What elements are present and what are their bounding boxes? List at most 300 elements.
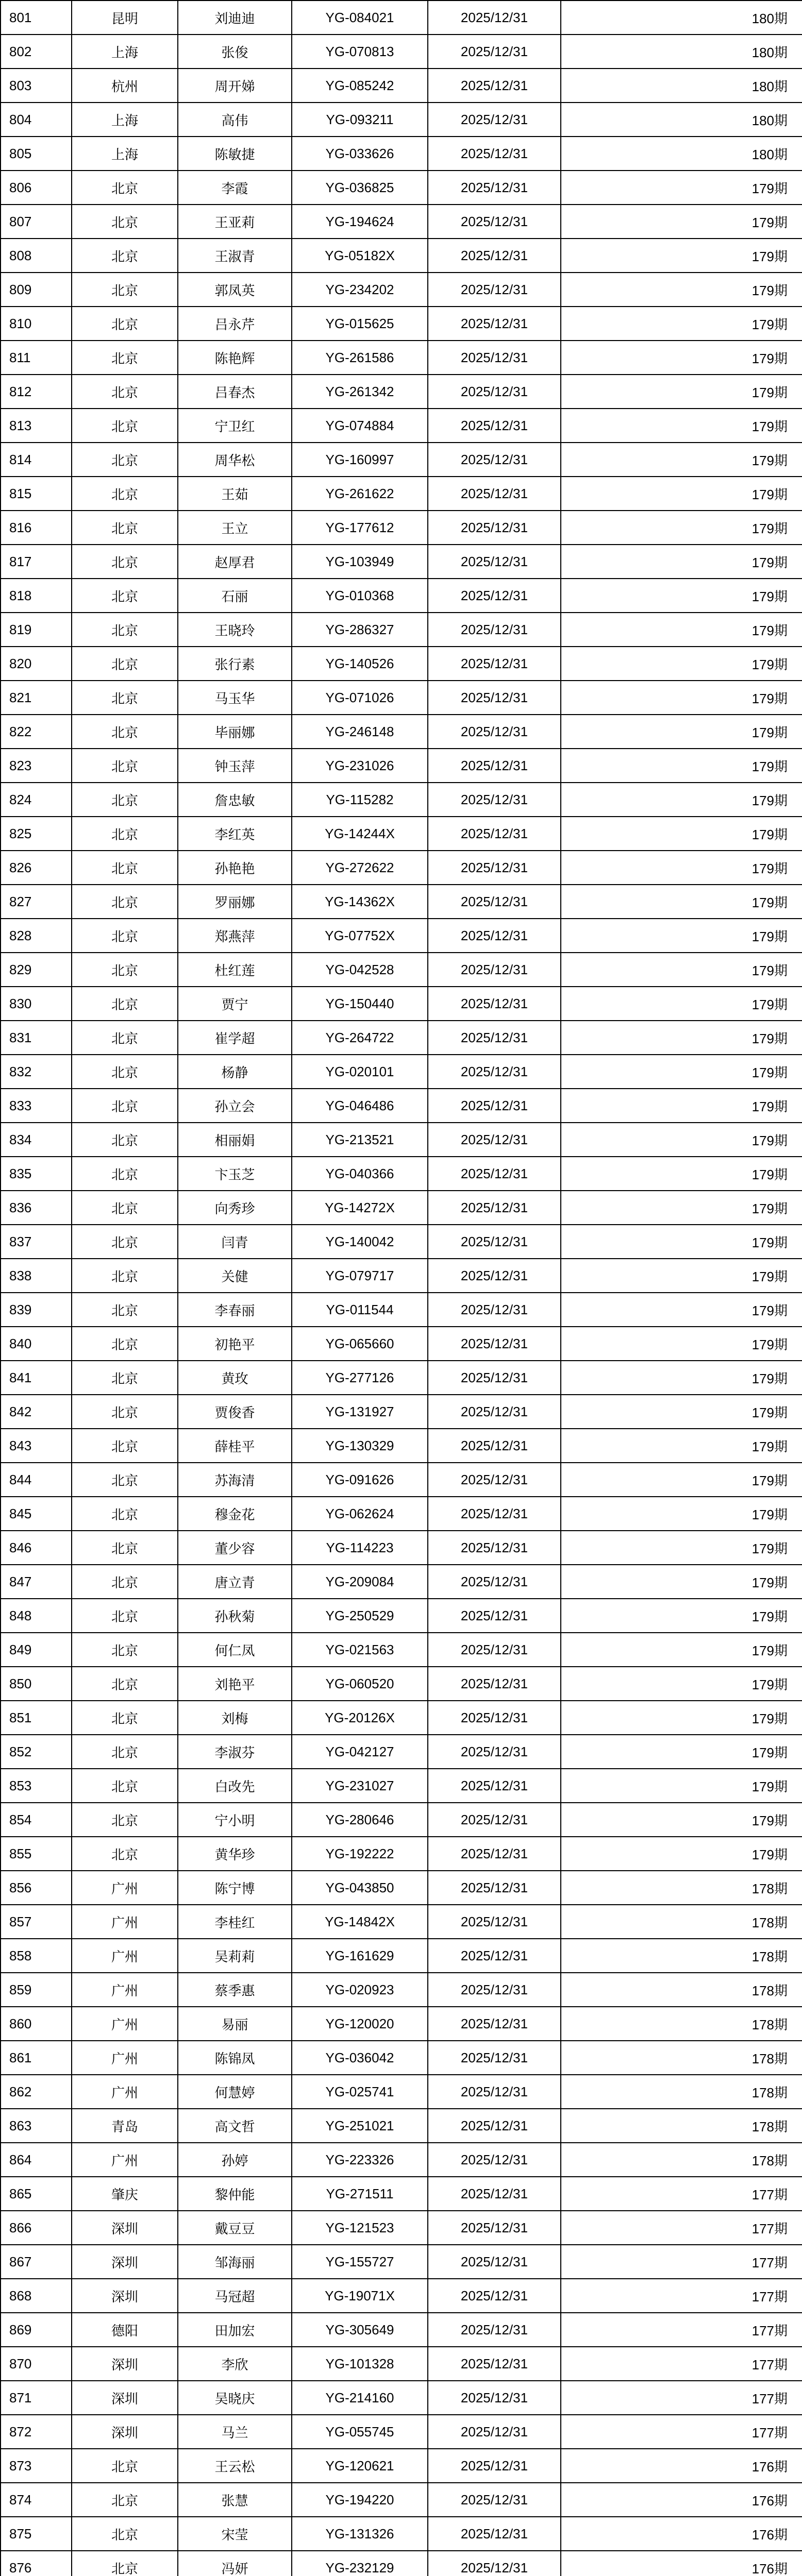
cell-city[interactable]: 广州: [72, 2007, 178, 2041]
cell-city[interactable]: 肇庆: [72, 2177, 178, 2211]
cell-valid-date[interactable]: 2025/12/31: [428, 2007, 561, 2041]
cell-certificate-id[interactable]: YG-070813: [292, 35, 428, 69]
cell-valid-date[interactable]: 2025/12/31: [428, 1157, 561, 1191]
cell-period[interactable]: 179期: [561, 1633, 802, 1667]
cell-serial-number[interactable]: 864: [1, 2143, 72, 2177]
cell-valid-date[interactable]: 2025/12/31: [428, 1, 561, 35]
cell-serial-number[interactable]: 834: [1, 1123, 72, 1157]
cell-serial-number[interactable]: 862: [1, 2075, 72, 2109]
cell-name[interactable]: 唐立青: [178, 1565, 292, 1599]
cell-valid-date[interactable]: 2025/12/31: [428, 69, 561, 103]
cell-city[interactable]: 上海: [72, 35, 178, 69]
cell-valid-date[interactable]: 2025/12/31: [428, 1531, 561, 1565]
cell-certificate-id[interactable]: YG-261586: [292, 341, 428, 375]
cell-period[interactable]: 179期: [561, 1803, 802, 1837]
cell-serial-number[interactable]: 844: [1, 1463, 72, 1497]
cell-city[interactable]: 北京: [72, 375, 178, 409]
cell-valid-date[interactable]: 2025/12/31: [428, 2381, 561, 2415]
cell-serial-number[interactable]: 807: [1, 205, 72, 239]
cell-certificate-id[interactable]: YG-272622: [292, 851, 428, 885]
cell-certificate-id[interactable]: YG-20126X: [292, 1701, 428, 1735]
cell-period[interactable]: 179期: [561, 919, 802, 953]
cell-certificate-id[interactable]: YG-121523: [292, 2211, 428, 2245]
cell-name[interactable]: 王云松: [178, 2449, 292, 2483]
cell-period[interactable]: 180期: [561, 69, 802, 103]
cell-serial-number[interactable]: 846: [1, 1531, 72, 1565]
cell-certificate-id[interactable]: YG-194624: [292, 205, 428, 239]
cell-valid-date[interactable]: 2025/12/31: [428, 477, 561, 511]
cell-name[interactable]: 苏海清: [178, 1463, 292, 1497]
cell-city[interactable]: 北京: [72, 1599, 178, 1633]
cell-certificate-id[interactable]: YG-103949: [292, 545, 428, 579]
cell-name[interactable]: 罗丽娜: [178, 885, 292, 919]
cell-period[interactable]: 179期: [561, 1293, 802, 1327]
cell-period[interactable]: 176期: [561, 2483, 802, 2517]
cell-period[interactable]: 178期: [561, 2143, 802, 2177]
cell-serial-number[interactable]: 810: [1, 307, 72, 341]
cell-period[interactable]: 178期: [561, 2041, 802, 2075]
cell-city[interactable]: 北京: [72, 1769, 178, 1803]
cell-certificate-id[interactable]: YG-277126: [292, 1361, 428, 1395]
cell-city[interactable]: 北京: [72, 1735, 178, 1769]
cell-city[interactable]: 北京: [72, 783, 178, 817]
cell-name[interactable]: 吕春杰: [178, 375, 292, 409]
cell-valid-date[interactable]: 2025/12/31: [428, 1055, 561, 1089]
cell-city[interactable]: 深圳: [72, 2245, 178, 2279]
cell-name[interactable]: 闫青: [178, 1225, 292, 1259]
cell-period[interactable]: 179期: [561, 749, 802, 783]
cell-valid-date[interactable]: 2025/12/31: [428, 2415, 561, 2449]
cell-period[interactable]: 178期: [561, 1871, 802, 1905]
cell-period[interactable]: 179期: [561, 307, 802, 341]
cell-name[interactable]: 陈艳辉: [178, 341, 292, 375]
cell-city[interactable]: 北京: [72, 409, 178, 443]
cell-serial-number[interactable]: 857: [1, 1905, 72, 1939]
cell-valid-date[interactable]: 2025/12/31: [428, 1429, 561, 1463]
cell-valid-date[interactable]: 2025/12/31: [428, 817, 561, 851]
cell-period[interactable]: 176期: [561, 2517, 802, 2551]
cell-period[interactable]: 179期: [561, 783, 802, 817]
cell-certificate-id[interactable]: YG-020923: [292, 1973, 428, 2007]
cell-serial-number[interactable]: 873: [1, 2449, 72, 2483]
cell-name[interactable]: 邹海丽: [178, 2245, 292, 2279]
cell-city[interactable]: 北京: [72, 1429, 178, 1463]
cell-valid-date[interactable]: 2025/12/31: [428, 783, 561, 817]
cell-valid-date[interactable]: 2025/12/31: [428, 2075, 561, 2109]
cell-serial-number[interactable]: 866: [1, 2211, 72, 2245]
cell-valid-date[interactable]: 2025/12/31: [428, 2109, 561, 2143]
cell-period[interactable]: 179期: [561, 1225, 802, 1259]
cell-city[interactable]: 北京: [72, 511, 178, 545]
cell-period[interactable]: 177期: [561, 2279, 802, 2313]
cell-city[interactable]: 北京: [72, 1803, 178, 1837]
cell-serial-number[interactable]: 874: [1, 2483, 72, 2517]
cell-certificate-id[interactable]: YG-010368: [292, 579, 428, 613]
cell-name[interactable]: 高伟: [178, 103, 292, 137]
cell-valid-date[interactable]: 2025/12/31: [428, 1395, 561, 1429]
cell-certificate-id[interactable]: YG-234202: [292, 273, 428, 307]
cell-period[interactable]: 180期: [561, 1, 802, 35]
cell-city[interactable]: 北京: [72, 1701, 178, 1735]
cell-valid-date[interactable]: 2025/12/31: [428, 579, 561, 613]
cell-period[interactable]: 179期: [561, 1497, 802, 1531]
cell-name[interactable]: 宁小明: [178, 1803, 292, 1837]
cell-valid-date[interactable]: 2025/12/31: [428, 1769, 561, 1803]
cell-city[interactable]: 北京: [72, 987, 178, 1021]
cell-name[interactable]: 石丽: [178, 579, 292, 613]
cell-city[interactable]: 北京: [72, 171, 178, 205]
cell-valid-date[interactable]: 2025/12/31: [428, 2143, 561, 2177]
cell-serial-number[interactable]: 872: [1, 2415, 72, 2449]
cell-name[interactable]: 郭凤英: [178, 273, 292, 307]
cell-city[interactable]: 北京: [72, 1667, 178, 1701]
cell-serial-number[interactable]: 858: [1, 1939, 72, 1973]
cell-serial-number[interactable]: 804: [1, 103, 72, 137]
cell-name[interactable]: 关健: [178, 1259, 292, 1293]
cell-valid-date[interactable]: 2025/12/31: [428, 987, 561, 1021]
cell-certificate-id[interactable]: YG-19071X: [292, 2279, 428, 2313]
cell-valid-date[interactable]: 2025/12/31: [428, 1667, 561, 1701]
cell-valid-date[interactable]: 2025/12/31: [428, 1701, 561, 1735]
cell-name[interactable]: 詹忠敏: [178, 783, 292, 817]
cell-city[interactable]: 北京: [72, 953, 178, 987]
cell-city[interactable]: 北京: [72, 341, 178, 375]
cell-name[interactable]: 郑燕萍: [178, 919, 292, 953]
cell-serial-number[interactable]: 863: [1, 2109, 72, 2143]
cell-period[interactable]: 179期: [561, 1395, 802, 1429]
cell-serial-number[interactable]: 876: [1, 2551, 72, 2576]
cell-period[interactable]: 179期: [561, 1191, 802, 1225]
cell-city[interactable]: 北京: [72, 1191, 178, 1225]
cell-valid-date[interactable]: 2025/12/31: [428, 1565, 561, 1599]
cell-name[interactable]: 白改先: [178, 1769, 292, 1803]
cell-period[interactable]: 179期: [561, 443, 802, 477]
cell-city[interactable]: 北京: [72, 273, 178, 307]
cell-period[interactable]: 179期: [561, 545, 802, 579]
cell-period[interactable]: 179期: [561, 1701, 802, 1735]
cell-certificate-id[interactable]: YG-214160: [292, 2381, 428, 2415]
cell-valid-date[interactable]: 2025/12/31: [428, 1123, 561, 1157]
cell-city[interactable]: 北京: [72, 681, 178, 715]
cell-certificate-id[interactable]: YG-036042: [292, 2041, 428, 2075]
cell-certificate-id[interactable]: YG-015625: [292, 307, 428, 341]
cell-certificate-id[interactable]: YG-025741: [292, 2075, 428, 2109]
cell-name[interactable]: 田加宏: [178, 2313, 292, 2347]
cell-city[interactable]: 广州: [72, 2143, 178, 2177]
cell-serial-number[interactable]: 822: [1, 715, 72, 749]
cell-serial-number[interactable]: 847: [1, 1565, 72, 1599]
cell-serial-number[interactable]: 815: [1, 477, 72, 511]
cell-name[interactable]: 何仁凤: [178, 1633, 292, 1667]
cell-period[interactable]: 178期: [561, 2075, 802, 2109]
cell-city[interactable]: 深圳: [72, 2415, 178, 2449]
cell-name[interactable]: 易丽: [178, 2007, 292, 2041]
cell-period[interactable]: 179期: [561, 1565, 802, 1599]
cell-city[interactable]: 上海: [72, 137, 178, 171]
cell-period[interactable]: 177期: [561, 2415, 802, 2449]
cell-certificate-id[interactable]: YG-042528: [292, 953, 428, 987]
cell-city[interactable]: 北京: [72, 579, 178, 613]
cell-period[interactable]: 179期: [561, 1769, 802, 1803]
cell-period[interactable]: 179期: [561, 341, 802, 375]
cell-valid-date[interactable]: 2025/12/31: [428, 681, 561, 715]
cell-name[interactable]: 蔡季惠: [178, 1973, 292, 2007]
cell-city[interactable]: 杭州: [72, 69, 178, 103]
cell-city[interactable]: 北京: [72, 749, 178, 783]
cell-certificate-id[interactable]: YG-074884: [292, 409, 428, 443]
cell-valid-date[interactable]: 2025/12/31: [428, 1463, 561, 1497]
cell-city[interactable]: 北京: [72, 1497, 178, 1531]
cell-serial-number[interactable]: 835: [1, 1157, 72, 1191]
cell-period[interactable]: 177期: [561, 2177, 802, 2211]
cell-certificate-id[interactable]: YG-07752X: [292, 919, 428, 953]
cell-name[interactable]: 冯妍: [178, 2551, 292, 2576]
cell-certificate-id[interactable]: YG-246148: [292, 715, 428, 749]
cell-serial-number[interactable]: 851: [1, 1701, 72, 1735]
cell-valid-date[interactable]: 2025/12/31: [428, 953, 561, 987]
cell-valid-date[interactable]: 2025/12/31: [428, 613, 561, 647]
cell-name[interactable]: 黄玫: [178, 1361, 292, 1395]
cell-valid-date[interactable]: 2025/12/31: [428, 2177, 561, 2211]
cell-certificate-id[interactable]: YG-160997: [292, 443, 428, 477]
cell-city[interactable]: 北京: [72, 1531, 178, 1565]
cell-period[interactable]: 179期: [561, 647, 802, 681]
cell-city[interactable]: 深圳: [72, 2279, 178, 2313]
cell-valid-date[interactable]: 2025/12/31: [428, 1803, 561, 1837]
cell-certificate-id[interactable]: YG-114223: [292, 1531, 428, 1565]
cell-certificate-id[interactable]: YG-131927: [292, 1395, 428, 1429]
cell-city[interactable]: 北京: [72, 851, 178, 885]
cell-name[interactable]: 马玉华: [178, 681, 292, 715]
cell-name[interactable]: 孙艳艳: [178, 851, 292, 885]
cell-name[interactable]: 李淑芬: [178, 1735, 292, 1769]
cell-valid-date[interactable]: 2025/12/31: [428, 2517, 561, 2551]
cell-name[interactable]: 穆金花: [178, 1497, 292, 1531]
cell-name[interactable]: 马冠超: [178, 2279, 292, 2313]
cell-name[interactable]: 戴豆豆: [178, 2211, 292, 2245]
cell-name[interactable]: 李霞: [178, 171, 292, 205]
cell-valid-date[interactable]: 2025/12/31: [428, 103, 561, 137]
cell-valid-date[interactable]: 2025/12/31: [428, 2449, 561, 2483]
cell-period[interactable]: 179期: [561, 477, 802, 511]
cell-name[interactable]: 张俊: [178, 35, 292, 69]
cell-city[interactable]: 北京: [72, 239, 178, 273]
cell-valid-date[interactable]: 2025/12/31: [428, 375, 561, 409]
cell-period[interactable]: 179期: [561, 953, 802, 987]
cell-certificate-id[interactable]: YG-084021: [292, 1, 428, 35]
cell-serial-number[interactable]: 849: [1, 1633, 72, 1667]
cell-city[interactable]: 北京: [72, 1463, 178, 1497]
cell-period[interactable]: 179期: [561, 1735, 802, 1769]
cell-serial-number[interactable]: 829: [1, 953, 72, 987]
cell-city[interactable]: 北京: [72, 2483, 178, 2517]
cell-period[interactable]: 179期: [561, 715, 802, 749]
cell-city[interactable]: 昆明: [72, 1, 178, 35]
cell-city[interactable]: 北京: [72, 885, 178, 919]
cell-period[interactable]: 179期: [561, 1327, 802, 1361]
cell-serial-number[interactable]: 842: [1, 1395, 72, 1429]
cell-name[interactable]: 张慧: [178, 2483, 292, 2517]
cell-serial-number[interactable]: 865: [1, 2177, 72, 2211]
cell-name[interactable]: 刘梅: [178, 1701, 292, 1735]
cell-certificate-id[interactable]: YG-120621: [292, 2449, 428, 2483]
cell-city[interactable]: 北京: [72, 1327, 178, 1361]
cell-period[interactable]: 177期: [561, 2313, 802, 2347]
cell-certificate-id[interactable]: YG-055745: [292, 2415, 428, 2449]
cell-name[interactable]: 吴晓庆: [178, 2381, 292, 2415]
cell-period[interactable]: 179期: [561, 613, 802, 647]
cell-valid-date[interactable]: 2025/12/31: [428, 715, 561, 749]
cell-certificate-id[interactable]: YG-155727: [292, 2245, 428, 2279]
cell-serial-number[interactable]: 839: [1, 1293, 72, 1327]
cell-certificate-id[interactable]: YG-042127: [292, 1735, 428, 1769]
cell-period[interactable]: 180期: [561, 35, 802, 69]
cell-certificate-id[interactable]: YG-079717: [292, 1259, 428, 1293]
cell-valid-date[interactable]: 2025/12/31: [428, 1089, 561, 1123]
cell-period[interactable]: 179期: [561, 885, 802, 919]
cell-serial-number[interactable]: 830: [1, 987, 72, 1021]
cell-period[interactable]: 179期: [561, 1089, 802, 1123]
cell-serial-number[interactable]: 826: [1, 851, 72, 885]
cell-name[interactable]: 李春丽: [178, 1293, 292, 1327]
cell-city[interactable]: 北京: [72, 1837, 178, 1871]
cell-serial-number[interactable]: 855: [1, 1837, 72, 1871]
cell-certificate-id[interactable]: YG-046486: [292, 1089, 428, 1123]
cell-certificate-id[interactable]: YG-213521: [292, 1123, 428, 1157]
cell-name[interactable]: 钟玉萍: [178, 749, 292, 783]
cell-city[interactable]: 广州: [72, 1939, 178, 1973]
cell-certificate-id[interactable]: YG-065660: [292, 1327, 428, 1361]
cell-serial-number[interactable]: 821: [1, 681, 72, 715]
cell-valid-date[interactable]: 2025/12/31: [428, 409, 561, 443]
cell-serial-number[interactable]: 812: [1, 375, 72, 409]
cell-period[interactable]: 179期: [561, 1055, 802, 1089]
cell-name[interactable]: 宋莹: [178, 2517, 292, 2551]
cell-period[interactable]: 176期: [561, 2449, 802, 2483]
cell-certificate-id[interactable]: YG-261342: [292, 375, 428, 409]
cell-name[interactable]: 孙立会: [178, 1089, 292, 1123]
cell-valid-date[interactable]: 2025/12/31: [428, 1633, 561, 1667]
cell-valid-date[interactable]: 2025/12/31: [428, 341, 561, 375]
cell-city[interactable]: 北京: [72, 1633, 178, 1667]
cell-serial-number[interactable]: 803: [1, 69, 72, 103]
cell-period[interactable]: 179期: [561, 1463, 802, 1497]
cell-city[interactable]: 北京: [72, 715, 178, 749]
cell-serial-number[interactable]: 831: [1, 1021, 72, 1055]
cell-name[interactable]: 陈锦凤: [178, 2041, 292, 2075]
cell-period[interactable]: 179期: [561, 851, 802, 885]
cell-period[interactable]: 179期: [561, 1667, 802, 1701]
cell-city[interactable]: 广州: [72, 1905, 178, 1939]
cell-serial-number[interactable]: 845: [1, 1497, 72, 1531]
cell-city[interactable]: 广州: [72, 2041, 178, 2075]
cell-serial-number[interactable]: 860: [1, 2007, 72, 2041]
cell-serial-number[interactable]: 832: [1, 1055, 72, 1089]
cell-serial-number[interactable]: 801: [1, 1, 72, 35]
cell-name[interactable]: 何慧婷: [178, 2075, 292, 2109]
cell-valid-date[interactable]: 2025/12/31: [428, 1327, 561, 1361]
cell-city[interactable]: 北京: [72, 1565, 178, 1599]
cell-certificate-id[interactable]: YG-040366: [292, 1157, 428, 1191]
cell-city[interactable]: 北京: [72, 1361, 178, 1395]
cell-valid-date[interactable]: 2025/12/31: [428, 1225, 561, 1259]
cell-name[interactable]: 马兰: [178, 2415, 292, 2449]
cell-city[interactable]: 北京: [72, 613, 178, 647]
cell-valid-date[interactable]: 2025/12/31: [428, 2551, 561, 2576]
cell-period[interactable]: 179期: [561, 1157, 802, 1191]
cell-name[interactable]: 董少容: [178, 1531, 292, 1565]
cell-city[interactable]: 北京: [72, 1055, 178, 1089]
cell-city[interactable]: 北京: [72, 1089, 178, 1123]
cell-serial-number[interactable]: 856: [1, 1871, 72, 1905]
cell-period[interactable]: 179期: [561, 817, 802, 851]
cell-name[interactable]: 黎仲能: [178, 2177, 292, 2211]
cell-name[interactable]: 卞玉芝: [178, 1157, 292, 1191]
cell-valid-date[interactable]: 2025/12/31: [428, 2483, 561, 2517]
cell-serial-number[interactable]: 814: [1, 443, 72, 477]
cell-serial-number[interactable]: 828: [1, 919, 72, 953]
cell-certificate-id[interactable]: YG-14842X: [292, 1905, 428, 1939]
cell-valid-date[interactable]: 2025/12/31: [428, 1021, 561, 1055]
cell-city[interactable]: 北京: [72, 477, 178, 511]
cell-name[interactable]: 陈敏捷: [178, 137, 292, 171]
cell-period[interactable]: 178期: [561, 1939, 802, 1973]
cell-valid-date[interactable]: 2025/12/31: [428, 851, 561, 885]
cell-valid-date[interactable]: 2025/12/31: [428, 35, 561, 69]
cell-serial-number[interactable]: 813: [1, 409, 72, 443]
cell-city[interactable]: 广州: [72, 1871, 178, 1905]
cell-name[interactable]: 孙婷: [178, 2143, 292, 2177]
cell-period[interactable]: 180期: [561, 137, 802, 171]
cell-certificate-id[interactable]: YG-223326: [292, 2143, 428, 2177]
cell-serial-number[interactable]: 869: [1, 2313, 72, 2347]
cell-serial-number[interactable]: 838: [1, 1259, 72, 1293]
cell-name[interactable]: 吴莉莉: [178, 1939, 292, 1973]
cell-certificate-id[interactable]: YG-120020: [292, 2007, 428, 2041]
cell-city[interactable]: 北京: [72, 1395, 178, 1429]
cell-serial-number[interactable]: 870: [1, 2347, 72, 2381]
cell-valid-date[interactable]: 2025/12/31: [428, 239, 561, 273]
cell-valid-date[interactable]: 2025/12/31: [428, 205, 561, 239]
cell-period[interactable]: 179期: [561, 1021, 802, 1055]
cell-name[interactable]: 周华松: [178, 443, 292, 477]
cell-period[interactable]: 179期: [561, 987, 802, 1021]
cell-valid-date[interactable]: 2025/12/31: [428, 1361, 561, 1395]
cell-serial-number[interactable]: 823: [1, 749, 72, 783]
cell-city[interactable]: 上海: [72, 103, 178, 137]
cell-certificate-id[interactable]: YG-231027: [292, 1769, 428, 1803]
cell-period[interactable]: 179期: [561, 375, 802, 409]
cell-serial-number[interactable]: 824: [1, 783, 72, 817]
cell-period[interactable]: 179期: [561, 579, 802, 613]
cell-serial-number[interactable]: 843: [1, 1429, 72, 1463]
cell-certificate-id[interactable]: YG-071026: [292, 681, 428, 715]
cell-name[interactable]: 周开娣: [178, 69, 292, 103]
cell-serial-number[interactable]: 850: [1, 1667, 72, 1701]
cell-certificate-id[interactable]: YG-194220: [292, 2483, 428, 2517]
cell-serial-number[interactable]: 805: [1, 137, 72, 171]
cell-city[interactable]: 北京: [72, 2551, 178, 2576]
cell-serial-number[interactable]: 833: [1, 1089, 72, 1123]
cell-period[interactable]: 179期: [561, 1429, 802, 1463]
cell-name[interactable]: 崔学超: [178, 1021, 292, 1055]
cell-period[interactable]: 179期: [561, 273, 802, 307]
cell-certificate-id[interactable]: YG-011544: [292, 1293, 428, 1327]
cell-valid-date[interactable]: 2025/12/31: [428, 171, 561, 205]
cell-serial-number[interactable]: 817: [1, 545, 72, 579]
cell-valid-date[interactable]: 2025/12/31: [428, 545, 561, 579]
cell-serial-number[interactable]: 820: [1, 647, 72, 681]
